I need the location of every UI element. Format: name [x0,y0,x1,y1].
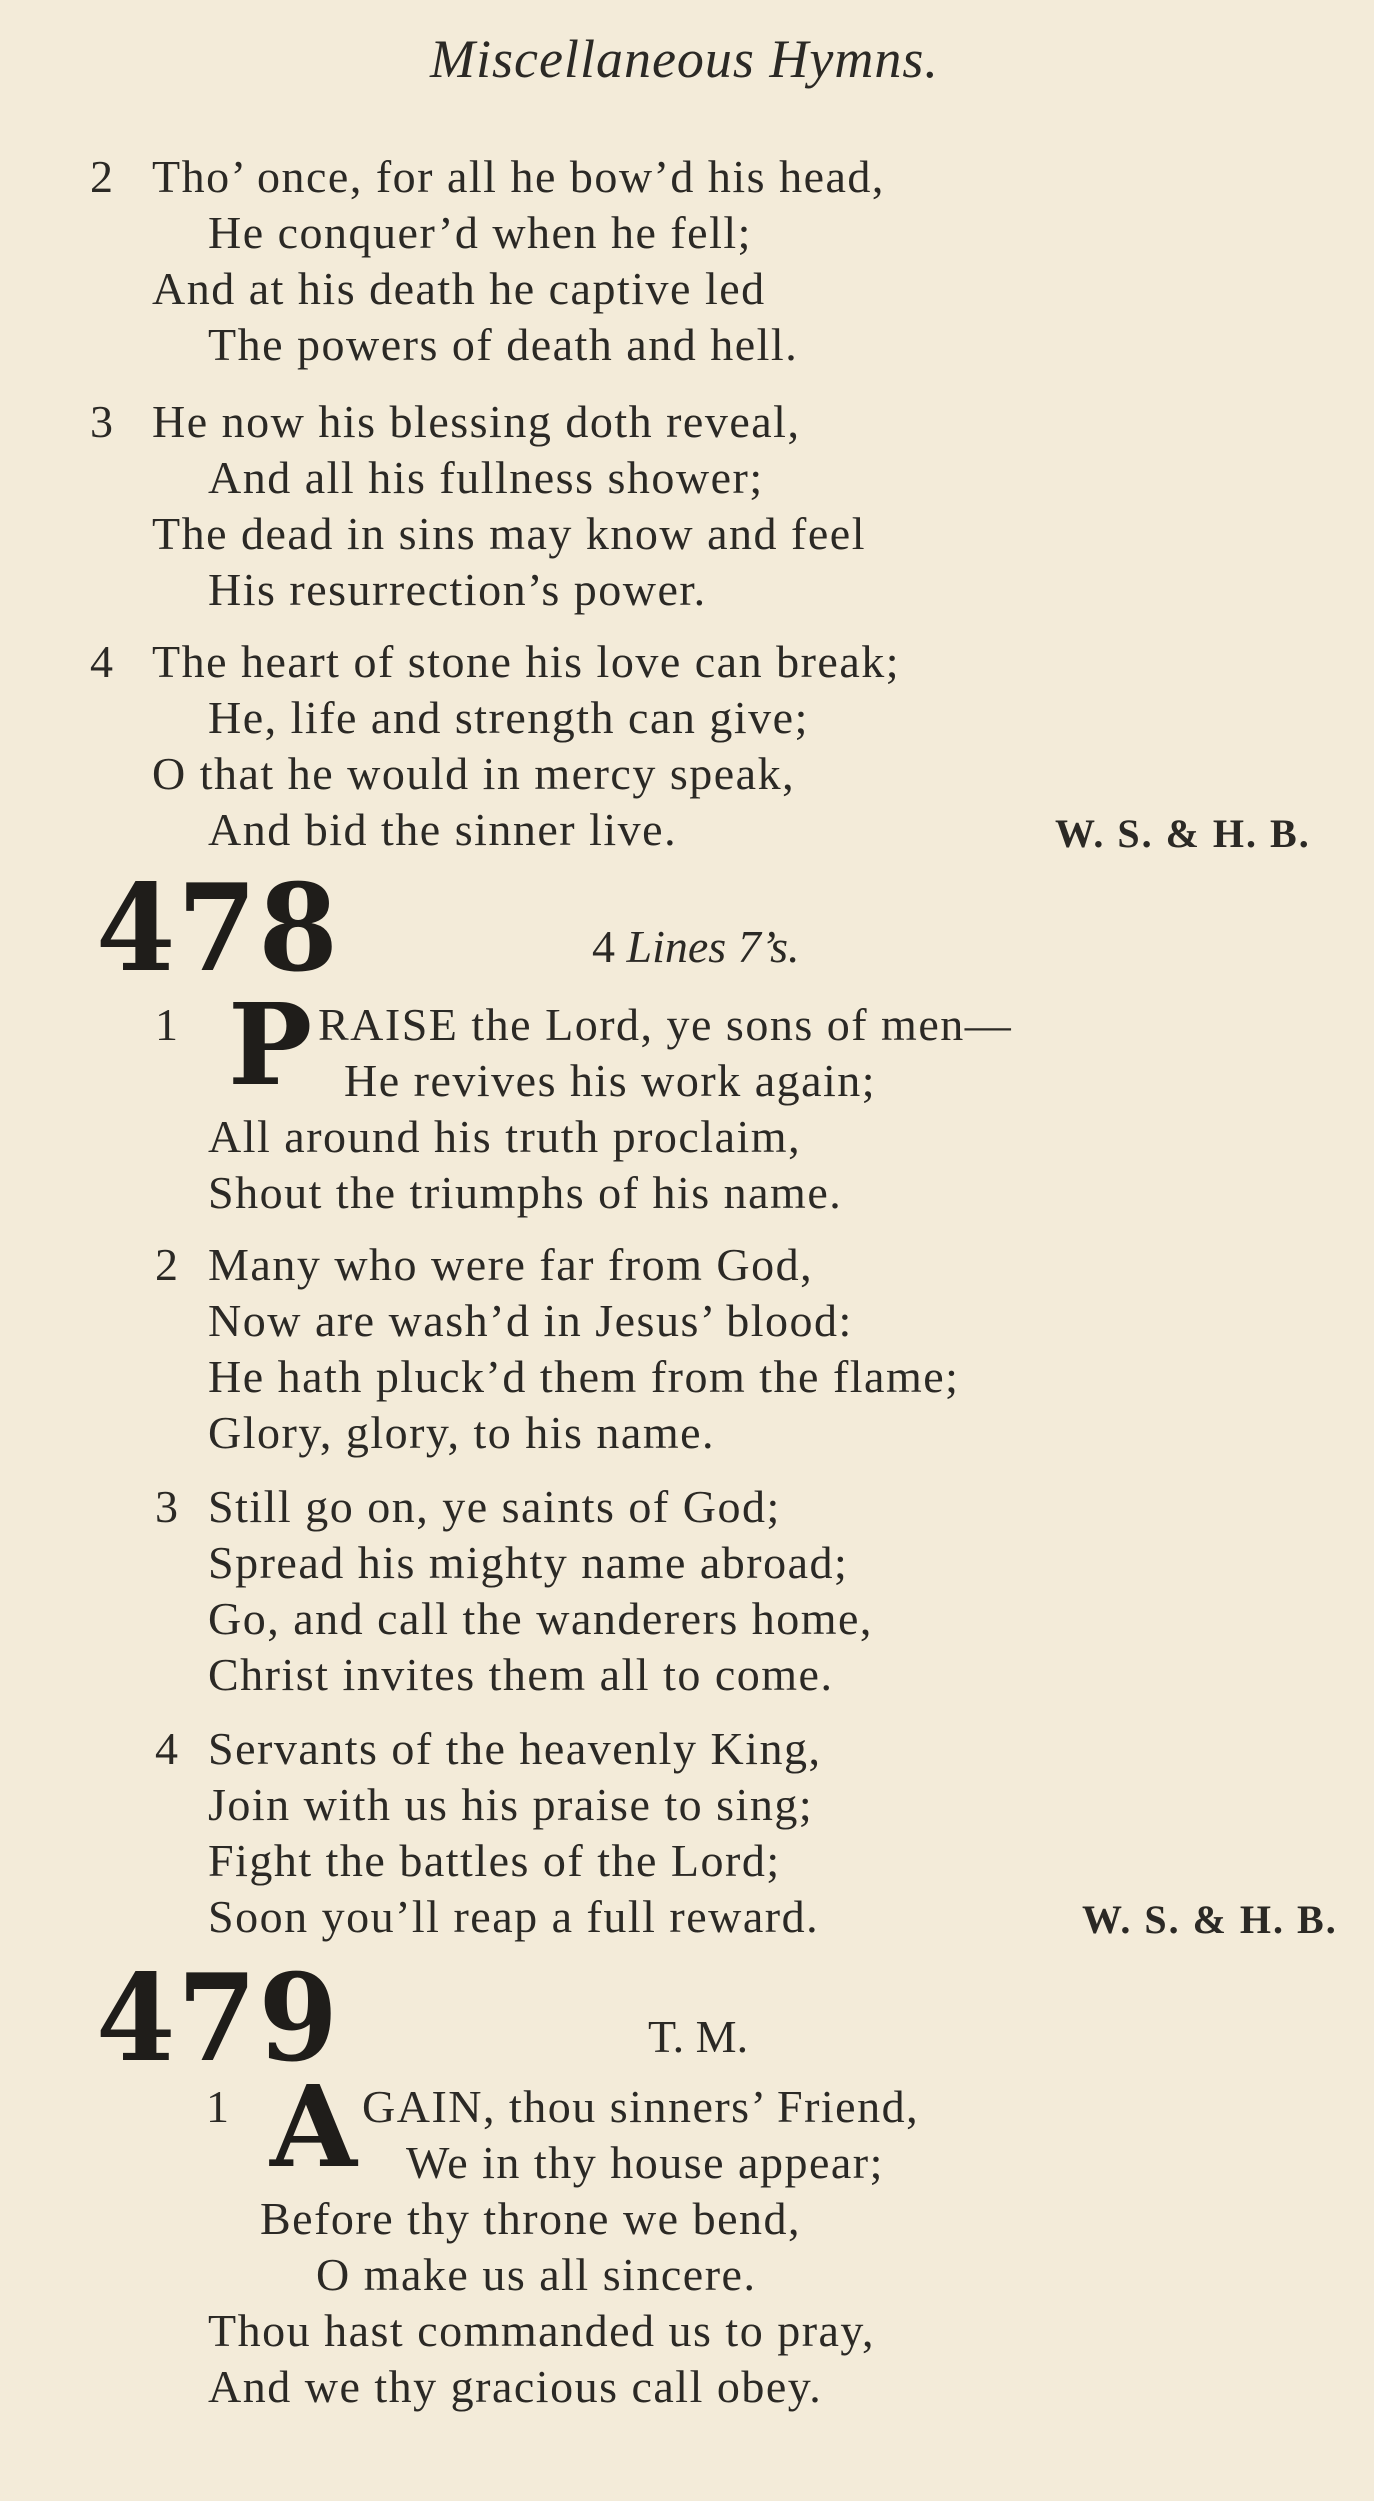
hymn-line: He hath pluck’d them from the flame; [208,1351,960,1402]
drop-cap: A [270,2062,357,2193]
hymn-line: Shout the triumphs of his name. [208,1167,843,1218]
hymn-line: The powers of death and hell. [208,319,799,370]
hymn-line: He conquer’d when he fell; [208,207,752,258]
hymn-line: O make us all sincere. [316,2249,757,2300]
hymn-line: And at his death he captive led [152,263,766,314]
hymn-line: All around his truth proclaim, [208,1111,802,1162]
hymn-line: And we thy gracious call obey. [208,2361,823,2412]
stanza-number: 1 [206,2081,229,2132]
hymn-line: And bid the sinner live. [208,804,678,855]
stanza-number: 3 [155,1481,178,1532]
hymn-line: GAIN, thou sinners’ Friend, [362,2081,920,2132]
stanza-number: 1 [155,999,178,1050]
meter-label: Lines [626,921,727,972]
hymn-line: We in thy house appear; [406,2137,884,2188]
hymn-line: Fight the battles of the Lord; [208,1835,781,1886]
hymn-line: The dead in sins may know and feel [152,508,866,559]
hymn-line: Christ invites them all to come. [208,1649,834,1700]
hymn-line: Soon you’ll reap a full reward. [208,1891,820,1942]
hymn-number: 478 [96,858,340,999]
hymn-line: And all his fullness shower; [208,452,764,503]
hymn-line: Many who were far from God, [208,1239,814,1290]
hymn-line: He now his blessing doth reveal, [152,396,801,447]
hymn-line: His resurrection’s power. [208,564,707,615]
hymn-line: Thou hast commanded us to pray, [208,2305,875,2356]
hymn-line: Join with us his praise to sing; [208,1779,814,1830]
running-header: Miscellaneous Hymns. [430,29,939,89]
stanza-number: 4 [155,1723,178,1774]
hymn-number: 479 [96,1948,340,2089]
stanza-number: 2 [155,1239,178,1290]
hymn-line: O that he would in mercy speak, [152,748,796,799]
hymn-line: He, life and strength can give; [208,692,809,743]
hymn-line: The heart of stone his love can break; [152,636,901,687]
hymn-line: Servants of the heavenly King, [208,1723,822,1774]
drop-cap: P [228,980,313,1111]
stanza-number: 2 [90,151,113,202]
hymn-line: He revives his work again; [344,1055,877,1106]
meter-indicator: T. M. [648,2011,749,2062]
author-attribution: W. S. & H. B. [1082,1897,1338,1942]
hymn-line: Before thy throne we bend, [260,2193,802,2244]
meter-count: 4 [592,921,615,972]
hymn-line: Spread his mighty name abroad; [208,1537,849,1588]
hymn-line: Now are wash’d in Jesus’ blood: [208,1295,853,1346]
hymn-line: Go, and call the wanderers home, [208,1593,873,1644]
stanza-number: 4 [90,636,113,687]
stanza-number: 3 [90,396,113,447]
meter-indicator [592,920,799,973]
hymn-line: Glory, glory, to his name. [208,1407,716,1458]
meter-value: 7’s. [737,921,800,972]
author-attribution: W. S. & H. B. [1055,811,1311,856]
hymn-line: Still go on, ye saints of God; [208,1481,781,1532]
hymn-line: Tho’ once, for all he bow’d his head, [152,151,885,202]
hymn-line: RAISE the Lord, ye sons of men— [318,999,1013,1050]
